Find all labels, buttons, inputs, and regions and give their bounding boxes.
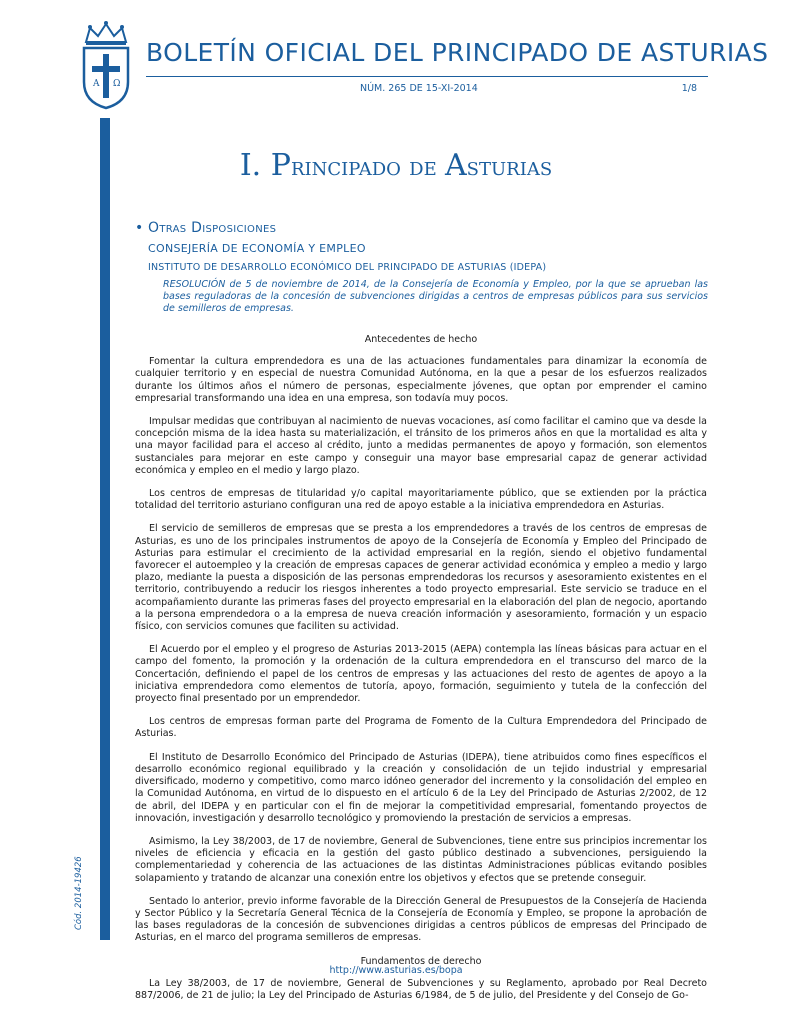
paragraph: Los centros de empresas forman parte del Programa de Fomento de la Cultura Emprendedora del Principado de Asturias. xyxy=(135,716,707,740)
section-title-lead: I. P xyxy=(239,148,291,183)
paragraph: El servicio de semilleros de empresas que se presta a los emprendedores a través de los centros de empresas de Asturias, es uno de los principales instrumentos de apoyo de la Consejería de Economía y Empleo del Principado de Asturias para estimular el crecimiento de la actividad empresarial en la región, siendo el objetivo fundamental favorecer el autoempleo y la creación de empresas capaces de generar actividad económica y empleo a medio y largo plazo, mediante la puesta a disposición de las personas emprendedoras los recursos y asesoramiento existentes en el territorio, contribuyendo a reducir los riesgos inherentes a todo proyecto empresarial. Este servicio se traduce en el acompañamiento durante las primeras fases del proyecto empresarial en la elaboración del plan de negocio, aportando a la persona emprendedora o a la empresa de nueva creación información y asesoramiento, formación y un espacio físico, con servicios comunes que faciliten su actividad. xyxy=(135,523,707,633)
svg-text:A: A xyxy=(93,79,100,89)
journal-title: BOLETÍN OFICIAL DEL PRINCIPADO DE ASTURIAS xyxy=(146,38,769,67)
document-body xyxy=(135,334,707,1013)
heading-fundamentos: Fundamentos de derecho xyxy=(360,955,482,967)
paragraph: La Ley 38/2003, de 17 de noviembre, General de Subvenciones y su Reglamento, aprobado por Real Decreto 887/2006, de 21 de julio; la Ley del Principado de Asturias 6/1984, de 5 de julio, del Presidente y del Consejo de Go- xyxy=(135,977,707,1001)
ministry-name: CONSEJERÍA DE ECONOMÍA Y EMPLEO xyxy=(148,242,366,255)
section-title-cap: A xyxy=(444,148,467,183)
section-title-part: rincipado de xyxy=(290,152,445,182)
svg-text:Ω: Ω xyxy=(113,79,121,89)
section-title-end: sturias xyxy=(466,152,553,182)
paragraph: Sentado lo anterior, previo informe favorable de la Dirección General de Presupuestos de la Consejería de Hacienda y Sector Público y la Secretaría General Técnica de la Consejería de Economía y Empleo, se propone la aprobación de las bases reguladoras de la concesión de subvenciones dirigidas a centros públicos de empresas del Principado de Asturias, en el marco del programa semilleros de empresas. xyxy=(135,895,707,944)
subsection-title: Otras Disposiciones xyxy=(148,220,277,236)
institute-name: INSTITUTO DE DESARROLLO ECONÓMICO DEL PRINCIPADO DE ASTURIAS (IDEPA) xyxy=(148,262,547,273)
issue-number: NÚM. 265 DE 15-XI-2014 xyxy=(360,83,478,94)
paragraph: Los centros de empresas de titularidad y/o capital mayoritariamente público, que se extienden por la práctica totalidad del territorio asturiano configuran una red de apoyo estable a la iniciativa emprendedora en Asturias. xyxy=(135,488,707,512)
bullet-icon: • xyxy=(135,220,144,236)
footer-link[interactable]: http://www.asturias.es/bopa xyxy=(329,965,463,976)
paragraph: El Acuerdo por el empleo y el progreso de Asturias 2013-2015 (AEPA) contempla las líneas básicas para actuar en el campo del fomento, la promoción y la ordenación de la cultura emprendedora en el transcurso del marco de la Concertación, definiendo el papel de los centros de empresas y las actuaciones del resto de agentes de apoyo a la iniciativa emprendedora como elementos de tutoría, apoyo, formación, seguimiento y tutela de la confección del proyecto final presentado por un emprendedor. xyxy=(135,644,707,705)
section-title xyxy=(0,148,792,183)
paragraph: Asimismo, la Ley 38/2003, de 17 de noviembre, General de Subvenciones, tiene entre sus principios incrementar los niveles de eficiencia y eficacia en la gestión del gasto público destinado a subvenciones, persiguiendo la complementariedad y coherencia de las actuaciones de las distintas Administraciones públicas evitando posibles solapamiento y tratando de alcanzar una conexión entre los objetivos y efectos que se pretende conseguir. xyxy=(135,835,707,884)
paragraph: Impulsar medidas que contribuyan al nacimiento de nuevas vocaciones, así como facilitar el camino que va desde la concepción misma de la idea hasta su materialización, el tránsito de los primeros años en que la mortalidad es alta y una mayor facilidad para el acceso al crédito, junto a medidas permanentes de apoyo y formación, son elementos sustanciales para mejorar en este campo y conseguir una mayor base empresarial capaz de generar actividad económica y empleo en el medio y largo plazo. xyxy=(135,416,707,476)
heading-antecedentes: Antecedentes de hecho xyxy=(364,334,478,345)
side-registration-code: Cód. 2014-19426 xyxy=(74,856,84,930)
side-bar xyxy=(100,118,110,940)
header-rule xyxy=(146,76,708,77)
resolution-summary: RESOLUCIÓN de 5 de noviembre de 2014, de la Consejería de Economía y Empleo, por la que se aprueban las bases reguladoras de la concesión de subvenciones dirigidas a centros de empresas públicos para sus servicios de semilleros de empresas. xyxy=(163,279,708,314)
page-number: 1/8 xyxy=(681,83,697,94)
asturias-crest-icon xyxy=(80,20,132,110)
paragraph: El Instituto de Desarrollo Económico del Principado de Asturias (IDEPA), tiene atribuidos como fines específicos el desarrollo económico regional equilibrado y la creación y consolidación de un tejido industrial y empresarial diversificado, moderno y competitivo, como marco idóneo generador del incremento y la consolidación del empleo en la Comunidad Autónoma, en virtud de lo dispuesto en el artículo 6 de la Ley del Principado de Asturias 2/2002, de 12 de abril, del IDEPA y en particular con el fin de mejorar la competitividad empresarial, fomentando proyectos de innovación, investigación y desarrollo tecnológico y promoviendo la prestación de servicios a empresas. xyxy=(135,751,707,824)
paragraph: Fomentar la cultura emprendedora es una de las actuaciones fundamentales para dinamizar la economía de cualquier territorio y en especial de nuestra Comunidad Autónoma, en la que a pesar de los esfuerzos realizados durante los últimos años el número de personas, especialmente jóvenes, que optan por emprender el camino empresarial transformando una idea en una empresa, son todavía muy pocos. xyxy=(135,356,707,404)
